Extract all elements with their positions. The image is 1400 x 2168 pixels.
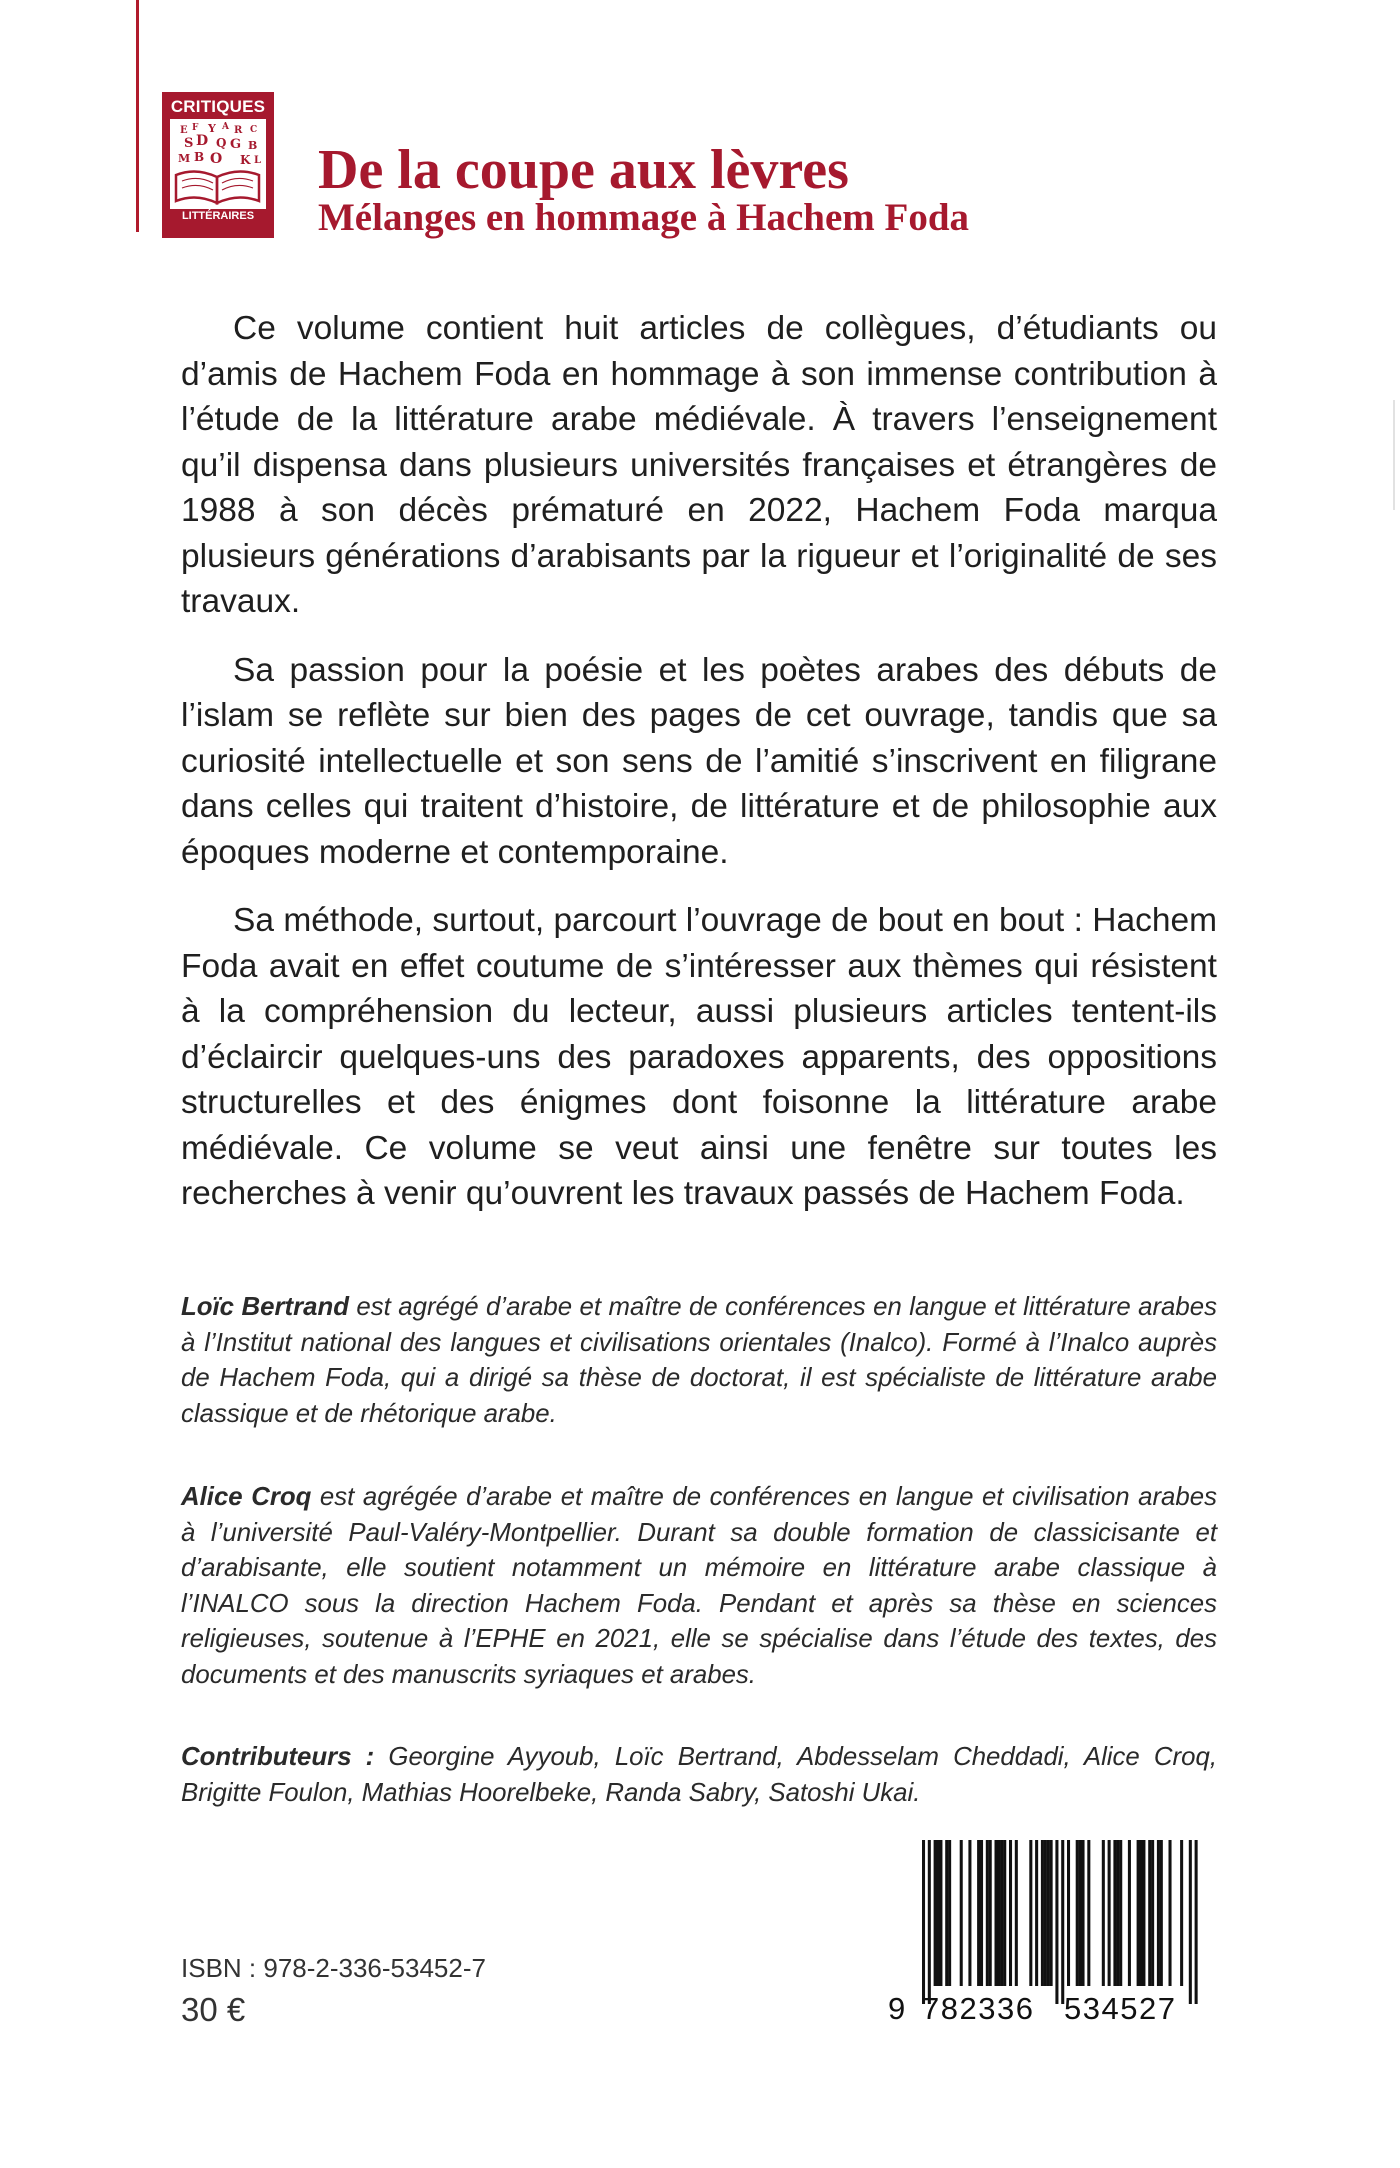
author-name: Loïc Bertrand	[181, 1293, 349, 1321]
svg-text:F: F	[192, 123, 199, 133]
blurb	[181, 306, 1217, 1240]
svg-text:S: S	[184, 136, 194, 151]
open-book-icon	[170, 119, 266, 209]
author-bio-text: est agrégé d’arabe et maître de conférences en langue et littérature arabes à l’Institut national des langues et civilisations orientales (Inalco). Formé à l’Inalco auprès de Hachem Foda, qui a dirigé sa thèse de doctorat, il est spécialiste de littérature arabe classique et de rhétorique arabe.	[181, 1293, 1217, 1428]
barcode	[888, 1840, 1206, 2028]
barcode-bar	[1079, 1840, 1082, 1986]
barcode-bar	[1113, 1840, 1116, 1986]
barcode-bar	[1015, 1840, 1018, 1986]
svg-text:R: R	[234, 125, 243, 136]
barcode-bar	[997, 1840, 1000, 1986]
barcode-bar	[1055, 1840, 1058, 2004]
svg-text:A: A	[222, 122, 229, 132]
barcode-bar	[928, 1840, 931, 2004]
svg-text:O: O	[210, 151, 223, 167]
author-name: Alice Croq	[181, 1483, 312, 1511]
barcode-bar	[1000, 1840, 1003, 1986]
svg-text:B: B	[248, 139, 258, 152]
barcode-bar	[1108, 1840, 1111, 1986]
barcode-left-group: 782336	[922, 1991, 1035, 2026]
page-edge	[1393, 400, 1395, 510]
barcode-bar	[1009, 1840, 1012, 1986]
barcode-bar	[1041, 1840, 1044, 1986]
contributors	[181, 1740, 1217, 1811]
barcode-bar	[934, 1840, 937, 1986]
barcode-bar	[1047, 1840, 1050, 1986]
barcode-bar	[922, 1840, 925, 2004]
contributors-label: Contributeurs :	[181, 1743, 375, 1771]
barcode-bar	[1116, 1840, 1119, 1986]
collection-name-bottom: LITTÉRAIRES	[181, 210, 255, 222]
isbn: ISBN : 978-2-336-53452-7	[181, 1953, 486, 1983]
barcode-bar	[937, 1840, 940, 1986]
barcode-bar	[1151, 1840, 1154, 1986]
barcode-bar	[945, 1840, 948, 1986]
svg-text:C: C	[250, 125, 258, 135]
barcode-bar	[1142, 1840, 1145, 1986]
svg-text:Y: Y	[208, 122, 216, 135]
author-bio	[181, 1290, 1217, 1432]
barcode-bar	[1050, 1840, 1053, 1986]
barcode-bar	[1157, 1840, 1160, 1986]
barcode-bar	[989, 1840, 992, 1986]
barcode-bar	[1169, 1840, 1172, 1986]
barcode-bar	[1087, 1840, 1090, 1986]
barcode-bar	[960, 1840, 963, 1986]
barcode-bar	[995, 1840, 998, 1986]
price: 30 €	[181, 1991, 246, 2028]
svg-text:B: B	[194, 150, 205, 164]
contributors-names: Georgine Ayyoub, Loïc Bertrand, Abdesselam Cheddadi, Alice Croq, Brigitte Foulon, Mathias Hoorelbeke, Randa Sabry, Satoshi Ukai.	[181, 1743, 1217, 1807]
collection-name-top: CRITIQUES	[170, 97, 266, 116]
svg-text:G: G	[230, 137, 242, 152]
barcode-bar	[977, 1840, 980, 1986]
book-subtitle: Mélanges en hommage à Hachem Foda	[318, 196, 970, 239]
barcode-right-group: 534527	[1064, 1991, 1177, 2026]
barcode-bar	[1160, 1840, 1163, 1986]
barcode-bar	[1003, 1840, 1006, 1986]
barcode-bar	[1140, 1840, 1143, 1986]
barcode-bar	[1029, 1840, 1032, 1986]
barcode-bar	[968, 1840, 971, 1986]
blurb-paragraph: Sa méthode, surtout, parcourt l’ouvrage de bout en bout : Hachem Foda avait en effet coutume de s’intéresser aux thèmes qui résistent à la compréhension du lecteur, aussi plusieurs articles tentent-ils d’éclaircir quelques-uns des paradoxes apparents, des oppositions structurelles et des énigmes dont foisonne la littérature arabe médiévale. Ce volume se veut ainsi une fenêtre sur toutes les recherches à venir qu’ouvrent les travaux passés de Hachem Foda.	[181, 902, 1217, 1212]
svg-text:L: L	[254, 155, 262, 166]
blurb-paragraph: Sa passion pour la poésie et les poètes arabes des débuts de l’islam se reflète sur bien des pages de cet ouvrage, tandis que sa curiosité intellectuelle et son sens de l’amitié s’inscrivent en filigrane dans celles qui traitent d’histoire, de littérature et de philosophie aux époques moderne et contemporaine.	[181, 651, 1217, 871]
svg-text:M: M	[178, 152, 191, 165]
barcode-bar	[948, 1840, 951, 1986]
barcode-bars	[888, 1840, 1206, 2008]
barcode-bar	[1180, 1840, 1183, 1986]
svg-text:D: D	[196, 133, 209, 149]
barcode-bar	[1035, 1840, 1038, 1986]
author-bio-text: est agrégée d’arabe et maître de conférences en langue et civilisation arabes à l’université Paul-Valéry-Montpellier. Durant sa double formation de classicisante et d’arabisante, elle soutient notamment un mémoire en littérature arabe classique à l’INALCO sous la direction Hachem Foda. Pendant et après sa thèse en sciences religieuses, soutenue à l’EPHE en 2021, elle se spécialise dans l’étude des textes, des documents et des manuscrits syriaques et arabes.	[181, 1483, 1217, 1689]
svg-text:K: K	[240, 153, 251, 167]
barcode-bar	[939, 1840, 942, 1986]
barcode-bar	[1044, 1840, 1047, 1986]
barcode-bar	[1119, 1840, 1122, 1986]
spine-rule	[136, 0, 139, 232]
author-bio	[181, 1480, 1217, 1693]
blurb-paragraph: Ce volume contient huit articles de collègues, d’étudiants ou d’amis de Hachem Foda en hommage à son immense contribution à l’étude de la littérature arabe médiévale. À travers l’enseignement qu’il dispensa dans plusieurs universités françaises et étrangères de 1988 à son décès prématuré en 2022, Hachem Foda marqua plusieurs générations d’arabisants par la rigueur et l’originalité de ses travaux.	[181, 310, 1217, 620]
barcode-bar	[1102, 1840, 1105, 1986]
barcode-bar	[1067, 1840, 1070, 1986]
barcode-bar	[986, 1840, 989, 1986]
collection-logo	[162, 92, 274, 238]
barcode-bar	[1137, 1840, 1140, 1986]
svg-text:Q: Q	[216, 136, 227, 150]
book-title: De la coupe aux lèvres	[318, 139, 849, 201]
barcode-bar	[980, 1840, 983, 1986]
barcode-bar	[1195, 1840, 1198, 2004]
svg-text:E: E	[180, 125, 188, 136]
barcode-bar	[1148, 1840, 1151, 1986]
barcode-bar	[1061, 1840, 1064, 2004]
barcode-bar	[1082, 1840, 1085, 1986]
barcode-bar	[1128, 1840, 1131, 1986]
barcode-first-digit: 9	[888, 1991, 906, 2026]
barcode-bar	[1189, 1840, 1192, 2004]
barcode-bar	[1076, 1840, 1079, 1986]
